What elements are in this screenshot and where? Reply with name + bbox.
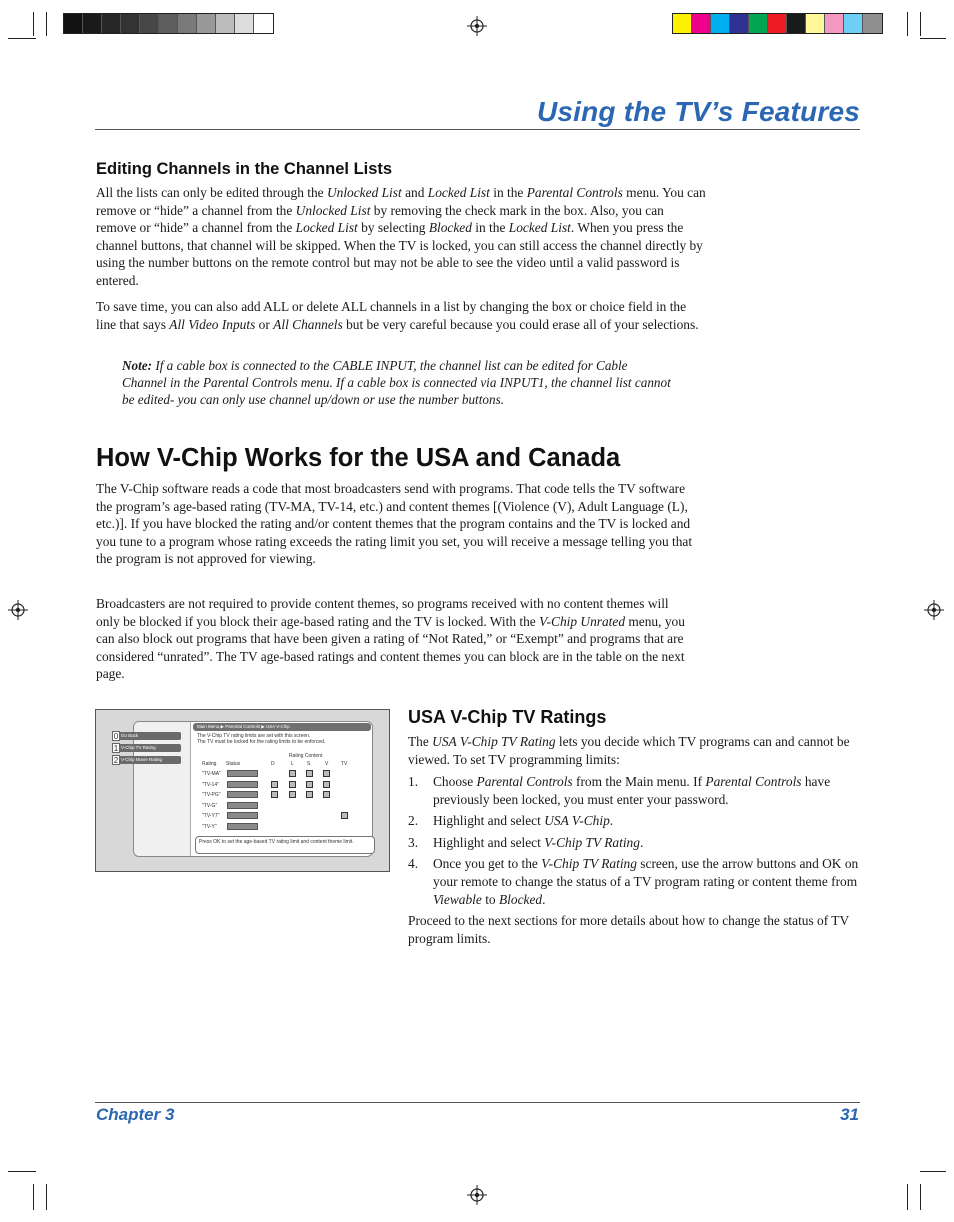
column-header-status: Status	[226, 761, 241, 767]
step-number: 1.	[408, 774, 419, 789]
emphasis-text: Locked List	[427, 185, 490, 200]
text-run: screen, use the arrow buttons and OK on your remote to change the status of a TV program rating or content theme from	[433, 856, 859, 889]
color-swatch	[692, 14, 711, 33]
text-run: Choose	[433, 774, 477, 789]
emphasis-text: Locked List	[508, 220, 571, 236]
emphasis-text: Blocked	[428, 220, 472, 236]
gray-swatch	[197, 14, 216, 33]
column-header-s: S	[307, 761, 311, 767]
status-selector[interactable]	[227, 781, 258, 788]
gray-swatch	[121, 14, 140, 33]
text-run: .	[639, 834, 644, 850]
color-swatch	[730, 14, 749, 33]
content-checkbox[interactable]	[306, 770, 313, 777]
text-run: menu. You can remove or “hide” a channel from the	[96, 185, 706, 218]
gray-swatch	[178, 14, 197, 33]
text-run: Once you get to the	[433, 856, 542, 872]
section-heading-usa-vchip-ratings: USA V-Chip TV Ratings	[408, 707, 607, 727]
content-checkbox[interactable]	[271, 791, 278, 798]
screen-breadcrumb: Main Menu ▶ Parental Controls ▶ USA V-Chip	[193, 723, 371, 731]
menu-item-number: 0	[113, 732, 119, 741]
step-text	[433, 813, 613, 828]
gray-swatch	[83, 14, 102, 33]
color-calibration-bar	[672, 13, 883, 34]
content-checkbox[interactable]	[323, 781, 330, 788]
text-run: Highlight and select	[433, 813, 545, 829]
paragraph-editing-lists	[96, 184, 706, 290]
status-selector[interactable]	[227, 770, 258, 777]
registration-target-icon	[8, 600, 28, 620]
section-heading-editing-channels: Editing Channels in the Channel Lists	[96, 160, 393, 178]
menu-item-go-back[interactable]	[113, 732, 181, 740]
color-swatch	[711, 14, 730, 33]
paragraph-add-delete-all	[96, 298, 706, 333]
vchip-screen-illustration	[95, 709, 390, 872]
status-selector[interactable]	[227, 823, 258, 830]
emphasis-text: USA V-Chip	[544, 813, 610, 829]
text-run: by selecting	[357, 220, 429, 236]
gray-swatch	[102, 14, 121, 33]
text-run: or	[255, 316, 274, 332]
emphasis-text: V-Chip TV Rating	[541, 856, 637, 872]
color-swatch	[844, 14, 863, 33]
status-selector[interactable]	[227, 791, 258, 798]
emphasis-text: USA V-Chip TV Rating	[432, 734, 556, 749]
color-swatch	[863, 14, 882, 33]
text-run: by removing the check mark in the box. Also, you can remove or “hide” a channel from the	[96, 202, 664, 236]
color-swatch	[825, 14, 844, 33]
gray-swatch	[140, 14, 159, 33]
section-heading-vchip: How V-Chip Works for the USA and Canada	[96, 444, 621, 472]
color-swatch	[749, 14, 768, 33]
gray-swatch	[159, 14, 178, 33]
registration-target-icon	[467, 16, 487, 36]
content-checkbox[interactable]	[271, 781, 278, 788]
text-run: in the	[489, 185, 527, 200]
rating-row-label: "TV-G"	[202, 803, 218, 809]
text-run: but be very careful because you could erase all of your selections.	[342, 316, 699, 332]
screen-intro-line1: The V-Chip TV rating limits are set with this screen.	[197, 733, 311, 739]
column-header-v: V	[325, 761, 329, 767]
menu-item-vchip-movie-rating[interactable]	[113, 756, 181, 764]
text-run: .	[542, 891, 546, 907]
column-header-rating: Rating	[202, 761, 217, 767]
menu-sidebar	[134, 722, 191, 856]
menu-item-label: V-Chip TV Rating	[121, 745, 156, 750]
text-run: to	[481, 891, 499, 907]
emphasis-text: Unlocked List	[295, 202, 371, 218]
content-checkbox[interactable]	[341, 812, 348, 819]
paragraph-broadcasters	[96, 595, 686, 683]
column-header-tv: TV	[341, 761, 348, 767]
content-checkbox[interactable]	[306, 791, 313, 798]
gray-swatch	[254, 14, 273, 33]
content-checkbox[interactable]	[289, 770, 296, 777]
menu-item-vchip-tv-rating[interactable]	[113, 744, 181, 752]
screen-help-text: Press OK to set the age-based TV rating limit and content theme limit.	[199, 839, 354, 845]
gray-swatch	[64, 14, 83, 33]
content-checkbox[interactable]	[306, 781, 313, 788]
emphasis-text: Parental Controls	[526, 185, 623, 200]
text-run: .	[609, 813, 614, 829]
gray-swatch	[235, 14, 254, 33]
page-title: Using the TV’s Features	[536, 96, 860, 127]
column-header-l: L	[291, 761, 294, 767]
content-checkbox[interactable]	[289, 791, 296, 798]
emphasis-text: Parental Controls	[705, 774, 802, 789]
paragraph-vchip-software: The V-Chip software reads a code that most broadcasters send with programs. That code tells the TV software the program’s age-based rating (TV-MA, TV-14, etc.) and content themes [(Violence (V), Adult Language (L), etc.)]. If you have blocked the rating and/or content themes that the program contains and the TV is locked and you tune to a program whose rating exceeds the rating limit you set, you will receive a message telling you that the program is not approved for viewing.	[96, 481, 693, 567]
content-checkbox[interactable]	[323, 770, 330, 777]
note-cable-box	[122, 357, 674, 408]
step-text	[433, 856, 858, 906]
color-swatch	[768, 14, 787, 33]
content-checkbox[interactable]	[323, 791, 330, 798]
header-rule	[95, 129, 860, 130]
text-run: from the Main menu. If	[572, 774, 706, 789]
step-text	[433, 774, 830, 807]
status-selector[interactable]	[227, 802, 258, 809]
step-item	[408, 812, 860, 830]
emphasis-text: All Video Inputs	[169, 316, 256, 332]
rating-row-label: "TV-PG"	[202, 792, 221, 798]
screen-intro-line2: The TV must be locked for the rating limits to be enforced.	[197, 739, 326, 745]
step-number: 2.	[408, 813, 419, 829]
menu-item-number: 2	[113, 756, 119, 765]
step-item	[408, 834, 860, 852]
step-number: 3.	[408, 834, 419, 850]
text-run: in the	[471, 220, 509, 236]
column-header-d: D	[271, 761, 275, 767]
emphasis-text: Unlocked List	[326, 185, 402, 200]
screen-help-box	[195, 836, 375, 854]
emphasis-text: All Channels	[273, 316, 343, 332]
menu-item-label: Go Back	[121, 733, 139, 738]
text-run: menu, you can also block out programs that have been given a rating of “Not Rated,” or “Exempt” and programs that are considered “unrated”. The TV age-based ratings and content themes you can block are in the table on the next page.	[96, 613, 685, 682]
step-item	[408, 855, 860, 908]
paragraph-proceed: Proceed to the next sections for more details about how to change the status of TV program limits.	[408, 913, 849, 946]
rating-row-label: "TV-Y"	[202, 824, 217, 830]
steps-list	[408, 773, 860, 908]
step-item	[408, 773, 860, 808]
color-swatch	[787, 14, 806, 33]
registration-target-icon	[467, 1185, 487, 1205]
gray-swatch	[216, 14, 235, 33]
emphasis-text: V-Chip TV Rating	[544, 834, 640, 850]
text-run: and	[401, 185, 428, 200]
paragraph-ratings-intro	[408, 733, 858, 768]
registration-target-icon	[924, 600, 944, 620]
text-run: All the lists can only be edited through the	[96, 185, 327, 200]
text-run: have previously been locked, you must enter your password.	[433, 774, 831, 807]
status-selector[interactable]	[227, 812, 258, 819]
page-number: 31	[840, 1105, 859, 1124]
emphasis-text: V-Chip Unrated	[539, 613, 626, 629]
rating-content-label: Rating Content	[289, 753, 323, 759]
emphasis-text: Viewable	[433, 891, 482, 907]
text-run: Highlight and select	[433, 834, 545, 850]
note-label: Note:	[122, 358, 153, 373]
menu-item-number: 1	[113, 744, 119, 753]
step-number: 4.	[408, 856, 419, 872]
emphasis-text: Blocked	[498, 891, 543, 907]
rating-row-label: "TV-Y7"	[202, 813, 220, 819]
text-run: lets you decide which TV programs can and cannot be viewed. To set TV programming limits:	[408, 734, 850, 767]
text-run: To save time, you can also add ALL or delete ALL channels in a list by changing the box or choice field in the line that says	[96, 299, 687, 332]
color-swatch	[806, 14, 825, 33]
rating-row-label: "TV-14"	[202, 782, 219, 788]
menu-item-label: V-Chip Movie Rating	[121, 757, 163, 762]
color-swatch	[673, 14, 692, 33]
note-text: If a cable box is connected to the CABLE INPUT, the channel list can be edited for Cable Channel in the Parental Controls menu. If a cable box is connected via INPUT1, the channel list cannot be edited- you can only use channel up/down or use the number buttons.	[122, 358, 671, 407]
emphasis-text: Parental Controls	[476, 774, 573, 789]
text-run: The	[408, 734, 433, 749]
grayscale-calibration-bar	[63, 13, 274, 34]
text-run: . When you press the channel buttons, that channel will be skipped. When the TV is locked, you can still access the channel directly by using the number buttons on the remote control but may not be able to see the video until a valid password is entered.	[96, 220, 703, 288]
emphasis-text: Locked List	[295, 220, 358, 236]
text-run: Broadcasters are not required to provide content themes, so programs received with no content themes will only be blocked if you block their age-based rating and the TV is locked. With the	[96, 596, 669, 629]
rating-row-label: "TV-MA"	[202, 771, 221, 777]
content-checkbox[interactable]	[289, 781, 296, 788]
step-text	[433, 835, 643, 850]
chapter-label: Chapter 3	[96, 1105, 175, 1124]
footer-rule	[95, 1102, 860, 1103]
